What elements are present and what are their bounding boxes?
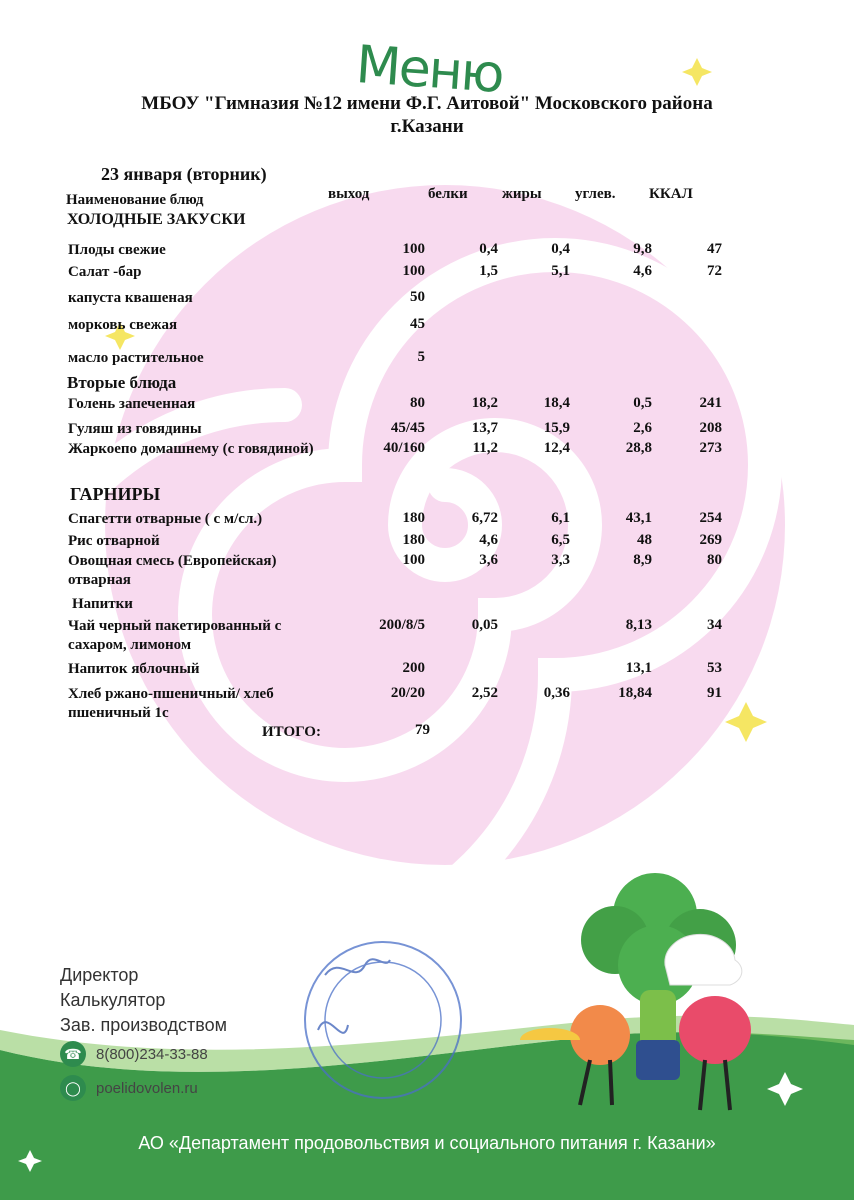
dish-kcal: 91 [707, 685, 722, 701]
section-cold-snacks: ХОЛОДНЫЕ ЗАКУСКИ [67, 211, 246, 228]
phone-number[interactable]: 8(800)234-33-88 [96, 1045, 208, 1063]
website-link[interactable]: poelidovolen.ru [96, 1079, 198, 1097]
dish-name: Чай черный пакетированный с сахаром, лимоном [68, 618, 282, 653]
globe-icon: ◯ [60, 1075, 86, 1101]
dish-name: Жаркоепо домашнему (с говядиной) [68, 441, 314, 457]
company-name: АО «Департамент продовольствия и социального питания г. Казани» [138, 1133, 716, 1153]
col-kcal-header: ККАЛ [649, 186, 693, 202]
dish-fat: 6,5 [551, 532, 570, 548]
dish-name: морковь свежая [68, 317, 178, 333]
dish-protein: 13,7 [471, 420, 498, 436]
calculator-label: Калькулятор [60, 990, 166, 1010]
total-label: ИТОГО: [262, 724, 321, 740]
dish-output: 5 [417, 349, 425, 365]
dish-protein: 4,6 [479, 532, 498, 548]
school-name-line1: МБОУ "Гимназия №12 имени Ф.Г. Аитовой" Московского района [141, 93, 713, 114]
dish-output: 180 [402, 510, 425, 526]
dish-carbs: 0,5 [633, 395, 652, 411]
dish-name: Спагетти отварные ( с м/сл.) [68, 511, 263, 527]
dish-output: 20/20 [390, 685, 425, 701]
col-protein-header: белки [428, 186, 468, 202]
dish-name: Плоды свежие [68, 242, 166, 258]
dish-output: 50 [410, 289, 425, 305]
section-drinks: Напитки [72, 596, 133, 612]
dish-output: 80 [410, 395, 425, 411]
dish-name: капуста квашеная [68, 290, 193, 306]
dish-fat: 0,4 [551, 241, 570, 257]
dish-fat: 18,4 [543, 395, 570, 411]
dish-fat: 0,36 [543, 685, 570, 701]
dish-carbs: 2,6 [633, 420, 652, 436]
dish-kcal: 47 [707, 241, 722, 257]
dish-fat: 6,1 [551, 510, 570, 526]
school-name-line2: г.Казани [390, 116, 464, 137]
dish-kcal: 80 [707, 552, 722, 568]
dish-output: 45/45 [390, 420, 425, 436]
dish-output: 100 [402, 263, 425, 279]
dish-kcal: 34 [707, 617, 722, 633]
dish-kcal: 53 [707, 660, 722, 676]
dish-protein: 6,72 [471, 510, 498, 526]
dish-kcal: 208 [699, 420, 722, 436]
dish-name: Голень запеченная [68, 396, 196, 412]
dish-output: 200/8/5 [379, 617, 425, 633]
dish-protein: 0,4 [479, 241, 498, 257]
col-output-header: выход [328, 186, 370, 202]
phone-icon: ☎ [60, 1041, 86, 1067]
dish-fat: 12,4 [543, 440, 570, 456]
section-second-courses: Вторые блюда [67, 373, 177, 392]
dish-name: Овощная смесь (Европейская) отварная [68, 553, 277, 588]
dish-output: 40/160 [383, 440, 425, 456]
dish-output: 45 [410, 316, 425, 332]
col-name-header: Наименование блюд [66, 192, 204, 208]
dish-protein: 1,5 [479, 263, 498, 279]
dish-output: 100 [402, 241, 425, 257]
dish-kcal: 241 [699, 395, 722, 411]
dish-output: 180 [402, 532, 425, 548]
production-label: Зав. производством [60, 1015, 227, 1035]
dish-fat: 3,3 [551, 552, 570, 568]
dish-name: масло растительное [68, 350, 204, 366]
col-carbs-header: углев. [575, 186, 616, 202]
dish-protein: 0,05 [471, 617, 498, 633]
dish-carbs: 43,1 [625, 510, 652, 526]
dish-carbs: 4,6 [633, 263, 652, 279]
dish-fat: 5,1 [551, 263, 570, 279]
dish-output: 100 [402, 552, 425, 568]
director-label: Директор [60, 965, 139, 985]
dish-name: Рис отварной [68, 533, 160, 549]
dish-carbs: 8,13 [625, 617, 652, 633]
dish-kcal: 273 [699, 440, 722, 456]
dish-name: Гуляш из говядины [68, 421, 202, 437]
website-contact[interactable] [60, 1075, 198, 1101]
menu-date: 23 января (вторник) [101, 164, 267, 184]
section-garnish: ГАРНИРЫ [70, 484, 161, 504]
dish-protein: 18,2 [471, 395, 498, 411]
dish-name: Салат -бар [68, 264, 142, 280]
dish-carbs: 13,1 [625, 660, 652, 676]
total-value: 79 [415, 722, 430, 738]
dish-protein: 11,2 [472, 440, 498, 456]
dish-kcal: 72 [707, 263, 722, 279]
dish-protein: 3,6 [479, 552, 498, 568]
dish-output: 200 [402, 660, 425, 676]
dish-kcal: 254 [699, 510, 722, 526]
dish-fat: 15,9 [543, 420, 570, 436]
dish-carbs: 8,9 [633, 552, 652, 568]
menu-logo: Меню [354, 34, 505, 106]
dish-name: Хлеб ржано-пшеничный/ хлеб пшеничный 1с [68, 686, 274, 721]
dish-carbs: 48 [637, 532, 652, 548]
dish-name: Напиток яблочный [68, 661, 200, 677]
col-fat-header: жиры [502, 186, 542, 202]
dish-carbs: 9,8 [633, 241, 652, 257]
dish-protein: 2,52 [471, 685, 498, 701]
dish-carbs: 28,8 [625, 440, 652, 456]
dish-carbs: 18,84 [618, 685, 652, 701]
phone-contact[interactable] [60, 1041, 208, 1067]
dish-kcal: 269 [699, 532, 722, 548]
